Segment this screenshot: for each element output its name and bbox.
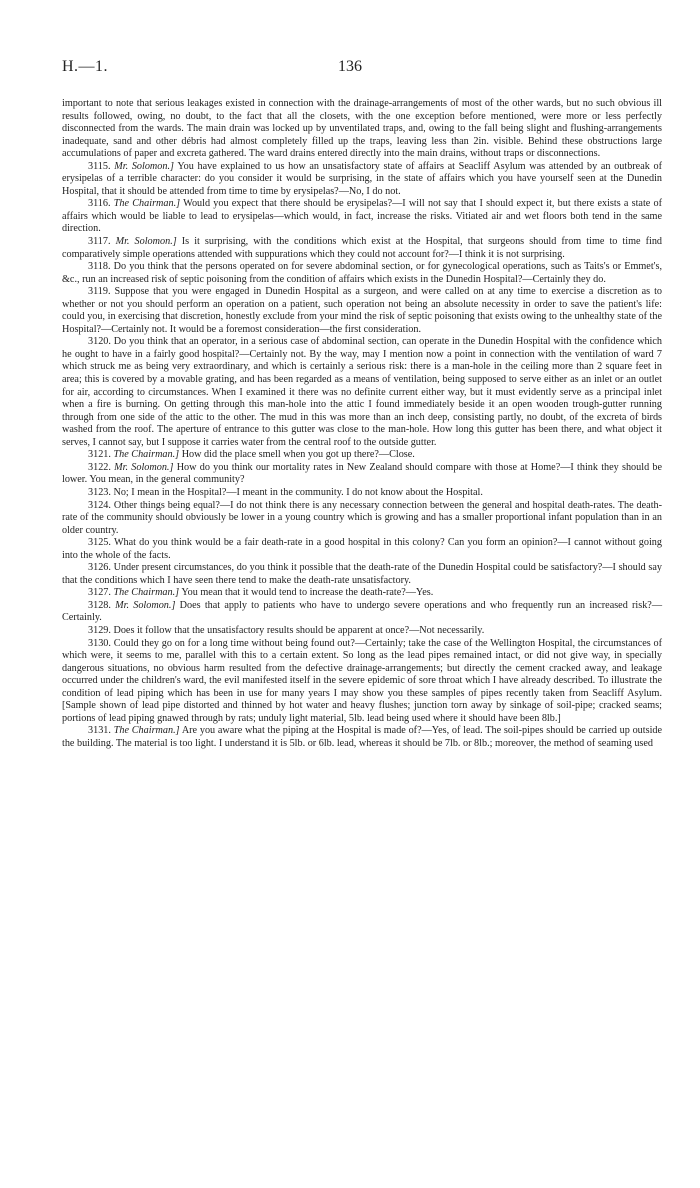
paragraph: 3127. The Chairman.] You mean that it would tend to increase the death-rate?—Yes. — [88, 587, 434, 599]
paragraph: 3118. Do you think that the persons operated on for severe abdominal section, or for gynecological operations, such as Taits's or Emmet's, &c., run an increased risk of septic poisoning from the condition of affairs which exists in the Dunedin Hospital?—Certainly they do. — [62, 261, 662, 285]
speaker: The Chairman.] — [113, 198, 181, 210]
paragraph: 3115. Mr. Solomon.] You have explained to us how an unsatisfactory state of affairs at Seacliff Asylum was attended by an outbreak of erysipelas of a terrible character: do you consider it would be surprising, in the state of affairs which you have yourself seen at the Dunedin Hospital, that it should be attended from time to time by erysipelas?—No, I do not. — [62, 160, 662, 197]
paragraph: 3119. Suppose that you were engaged in Dunedin Hospital as a surgeon, and were called on at any time to exercise a discretion as to whether or not you should perform an operation on a patient, such operation not being an absolute necessity in order to save the patient's life: could you, in exercising that discretion, honestly exclude from your mind the risk of septic poisoning that exists owing to the unhealthy state of the Hospital?—Certainly not. It would be a foremost consideration—the first consideration. — [62, 286, 662, 335]
question-number: 3126. — [88, 562, 111, 574]
question-number: 3124. — [88, 499, 111, 511]
paragraph: 3128. Mr. Solomon.] Does that apply to patients who have to undergo severe operations and who frequently run an increased risk?—Certainly. — [62, 599, 663, 624]
paragraph: 3116. The Chairman.] Would you expect that there should be erysipelas?—I will not say that I should expect it, but there exists a state of affairs which would be liable to lead to erysipelas—which would, in fact, increase the risks. Vitiated air and wet floors both tend in the same direction. — [62, 198, 662, 235]
paragraph: 3125. What do you think would be a fair death-rate in a good hospital in this colony? Can you form an opinion?—I cannot without going into the whole of the facts. — [62, 537, 662, 561]
question-number: 3116. — [88, 198, 111, 210]
paragraph: 3129. Does it follow that the unsatisfactory results should be apparent at once?—Not necessarily. — [88, 624, 485, 636]
paragraph: 3117. Mr. Solomon.] Is it surprising, with the conditions which exist at the Hospital, that surgeons should from time to time find comparatively simple operations attended with suppurations which they could not account for?—I think it is not surprising. — [62, 236, 663, 260]
question-number: 3122. — [88, 461, 111, 473]
speaker: The Chairman.] — [113, 587, 180, 599]
document-reference: H.—1. — [62, 58, 109, 75]
question-number: 3128. — [88, 599, 111, 611]
question-number: 3120. — [88, 336, 111, 348]
question-number: 3129. — [88, 624, 111, 636]
speaker: Mr. Solomon.] — [115, 599, 176, 611]
speaker: The Chairman.] — [113, 449, 180, 461]
speaker: Mr. Solomon.] — [114, 461, 174, 473]
paragraph: 3121. The Chairman.] How did the place smell when you got up there?—Close. — [88, 449, 415, 461]
question-number: 3127. — [88, 587, 111, 599]
speaker: Mr. Solomon.] — [114, 160, 174, 172]
paragraph: 3120. Do you think that an operator, in a serious case of abdominal section, can operate in the Dunedin Hospital with the confidence which he ought to have in a fairly good hospital?—Certainly not. By the way, may I mention now a point in connection with the ventilation of ward 7 which struck me as being very extraordinary, and which is certainly a serious risk: there is a man-hole in the ceiling more than 2 square feet in area; this is covered by a movable grating, and has been regarded as a means of ventilation, being supposed to serve either as an inlet or an outlet for air, according to circumstances. When I examined it there was no definite current either way, but it must evidently serve as a principal inlet when a fire is burning. On getting through this man-hole into the attic I found immediately beside it an open wooden trough-gutter running through from one side of the attic to the other. The mud in this was more than an inch deep, consisting partly, no doubt, of the excreta of birds washed from the roof. The aperture of entrance to this gutter was close to the man-hole. How long this gutter has been there, and what object it serves, I cannot say, but I suppose it carries water from the central roof to the outside gutter. — [62, 336, 663, 448]
paragraph: important to note that serious leakages existed in connection with the drainage-arrangements of most of the other wards, but no such obvious ill results followed, owing, no doubt, to the fact that all the closets, with the one exception before mentioned, were more or less perfectly disconnected from the wards. The main drain was locked up by unventilated traps, and, owing to the fall being slight and flushing-arrangements inadequate, sand and other débris had almost completely filled up the traps, leaving less than 2in. visible. Behind these obstructions large accumulations of paper and excreta gathered. The ward drains entered directly into the main drains, without traps or disconnections. — [62, 98, 662, 160]
question-number: 3131. — [88, 725, 111, 737]
question-number: 3130. — [88, 637, 111, 649]
paragraph: 3126. Under present circumstances, do you think it possible that the death-rate of the Dunedin Hospital could be satisfactory?—I should say that the conditions which I have seen there tend to make the death-rate unsatisfactory. — [62, 562, 662, 586]
paragraph: 3122. Mr. Solomon.] How do you think our mortality rates in New Zealand should compare with those at Home?—I think they should be lower. You mean, in the general community? — [62, 461, 663, 486]
question-number: 3123. — [88, 486, 111, 498]
speaker: The Chairman.] — [113, 725, 180, 737]
paragraph: 3130. Could they go on for a long time without being found out?—Certainly; take the case of the Wellington Hospital, the circumstances of which were, it seems to me, parallel with this to a certain extent. So long as the lead pipes remained intact, or did not give way, in specially dangerous situations, no obvious harm resulted from the defective drainage-arrangements; but directly the cement cracked away, and leakage occurred under the children's ward, the evil manifested itself in the severe epidemic of sore throat which I have already described. To illustrate the condition of lead piping which has been in use for many years I may show you these samples of pipes recently taken from Seacliff Asylum. [Sample shown of lead pipe distorted and thinned by hot water and heavy flushes; junction torn away by sinkage of soil-pipe; cracked seams; portions of lead piping gnawed through by rats; unduly light material, 5lb. lead being used where it should have been 8lb.] — [62, 637, 663, 724]
question-number: 3115. — [88, 160, 111, 172]
paragraph: 3131. The Chairman.] Are you aware what the piping at the Hospital is made of?—Yes, of lead. The soil-pipes should be carried up outside the building. The material is too light. I understand it is 5lb. or 6lb. lead, whereas it should be 7lb. or 8lb.; moreover, the method of seaming used — [62, 725, 663, 749]
page-number: 136 — [338, 58, 362, 75]
question-number: 3119. — [88, 286, 111, 298]
document-body — [62, 98, 662, 750]
question-number: 3121. — [88, 449, 111, 461]
speaker: Mr. Solomon.] — [115, 236, 177, 248]
question-number: 3125. — [88, 537, 111, 549]
paragraph: 3124. Other things being equal?—I do not think there is any necessary connection between the general and hospital death-rates. The death-rate of the community should obviously be lower in a young country which is growing and has a smaller proportional infant population than in an older country. — [62, 499, 663, 536]
question-number: 3117. — [88, 236, 111, 248]
question-number: 3118. — [88, 261, 111, 273]
paragraph: 3123. No; I mean in the Hospital?—I meant in the community. I do not know about the Hospital. — [88, 486, 483, 498]
